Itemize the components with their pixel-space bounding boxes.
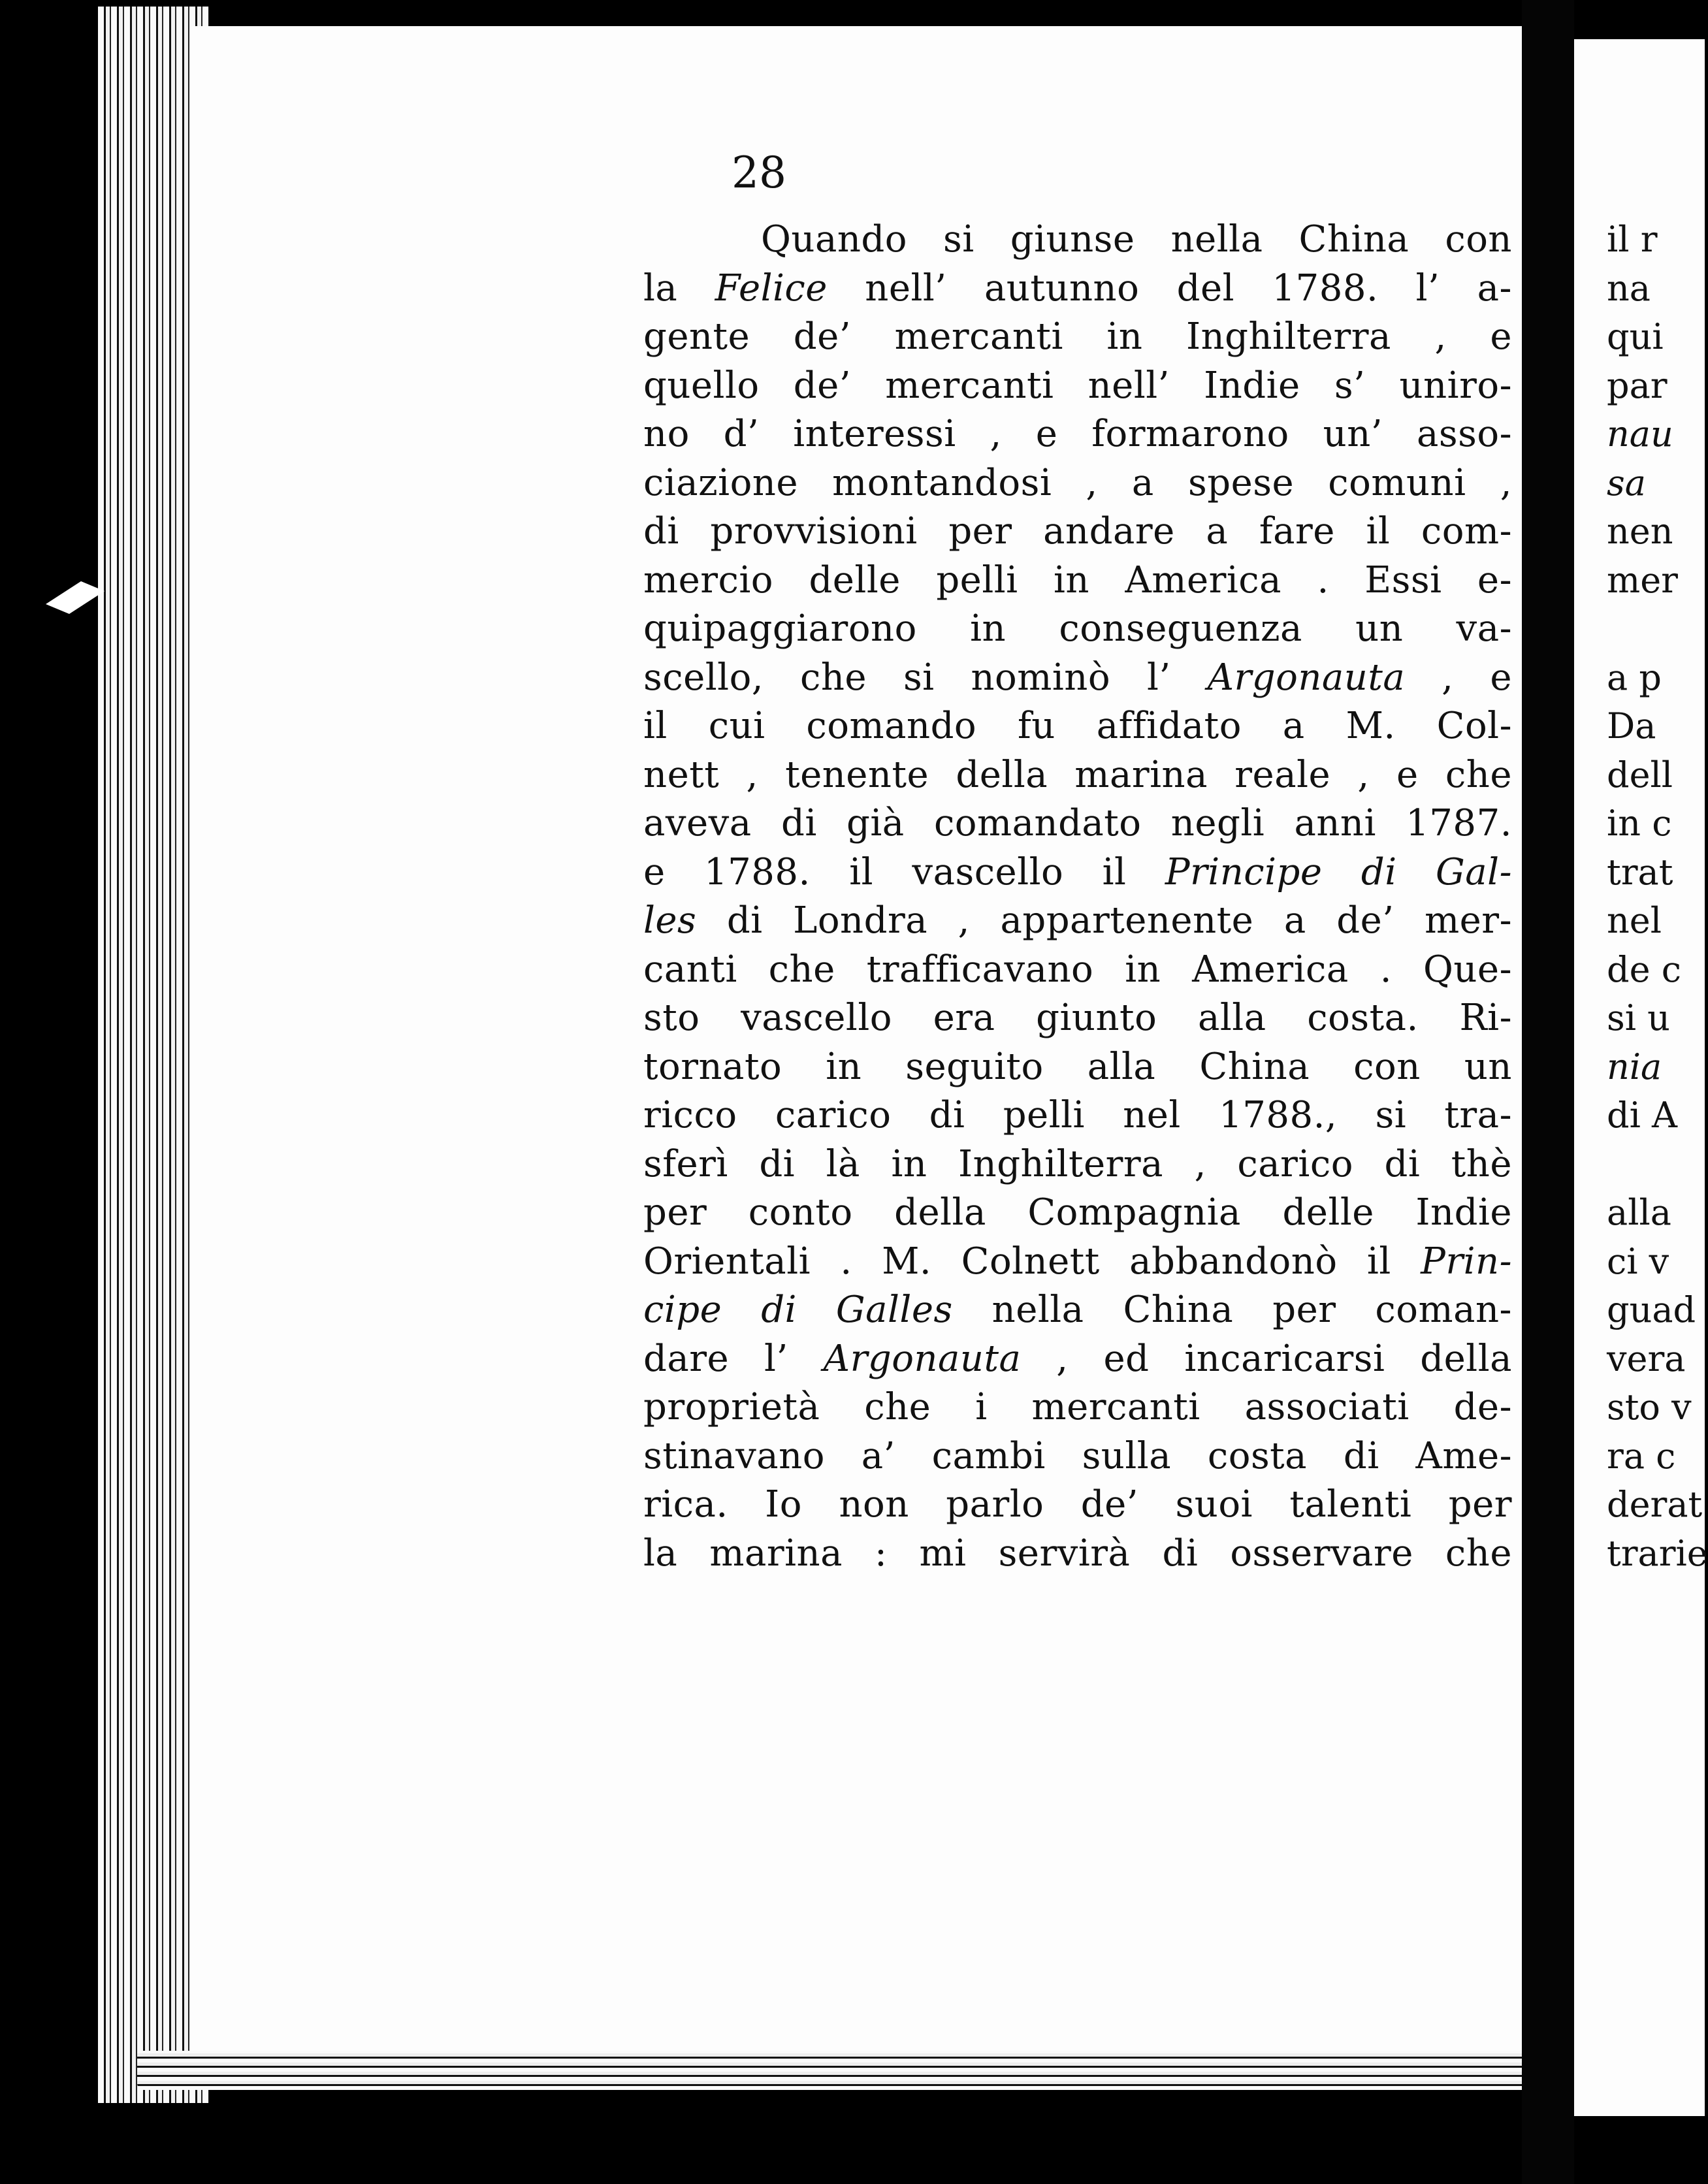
text-segment: sto vascello era giunto alla costa. Ri- [643, 997, 1512, 1039]
facing-page-line: trat [1607, 851, 1673, 893]
text-segment: no d’ interessi , e formarono un’ asso- [643, 413, 1512, 455]
facing-page-line: guad [1607, 1289, 1696, 1330]
facing-page-line: de c [1607, 948, 1681, 990]
facing-page-line: alla [1607, 1192, 1671, 1233]
text-segment: nella China per coman- [952, 1289, 1512, 1331]
facing-page-text [1607, 216, 1708, 1578]
text-segment: ciazione montandosi , a spese comuni , [643, 461, 1512, 504]
text-line [643, 1189, 1512, 1238]
text-line [643, 1530, 1512, 1579]
facing-page-line: qui [1607, 316, 1664, 357]
facing-page-line: par [1607, 364, 1668, 406]
text-line [643, 702, 1512, 751]
text-segment: nett , tenente della marina reale , e che [643, 753, 1512, 796]
text-line [643, 313, 1512, 362]
text-segment: aveva di già comandato negli anni 1787. [643, 802, 1512, 844]
text-segment: ricco carico di pelli nel 1788., si tra- [643, 1094, 1512, 1136]
italic-text: Argonauta [1207, 656, 1406, 699]
text-segment: tornato in seguito alla China con un [643, 1045, 1512, 1088]
text-segment: di Londra , appartenente a de’ mer- [696, 899, 1512, 942]
text-line [643, 605, 1512, 654]
text-segment: la marina : mi servirà di osservare che [643, 1532, 1512, 1575]
facing-page-line: nia [1607, 1046, 1662, 1087]
text-line [643, 1091, 1512, 1140]
text-segment: Quando si giunse nella China con [761, 218, 1512, 261]
facing-page-line: nen [1607, 511, 1673, 552]
text-line [643, 654, 1512, 703]
text-line [643, 1335, 1512, 1384]
text-line [643, 1481, 1512, 1530]
body-text [643, 216, 1512, 1578]
text-line [643, 216, 1512, 265]
italic-text: Prin- [1421, 1240, 1512, 1283]
text-line [643, 848, 1512, 897]
facing-page-line: ra c [1607, 1435, 1676, 1477]
text-segment: canti che trafficavano in America . Que- [643, 948, 1512, 991]
facing-page-line: nau [1607, 413, 1673, 455]
text-segment: quipaggiarono in conseguenza un va- [643, 607, 1512, 650]
text-segment: e 1788. il vascello il [643, 850, 1165, 893]
text-line [643, 362, 1512, 411]
text-line [643, 1140, 1512, 1189]
italic-text: cipe di Galles [643, 1289, 953, 1331]
facing-page-line: nel [1607, 900, 1662, 941]
italic-text: Principe di Gal- [1165, 850, 1512, 893]
page-number: 28 [732, 148, 786, 198]
facing-page-line: sto v [1607, 1387, 1692, 1428]
text-line [643, 799, 1512, 848]
italic-text: Felice [715, 266, 828, 310]
text-segment: il cui comando fu affidato a M. Col- [643, 705, 1512, 747]
text-line [643, 410, 1512, 459]
facing-page-line: mer [1607, 559, 1678, 601]
text-segment: dare l’ [643, 1337, 824, 1380]
facing-page-line: Da [1607, 705, 1656, 747]
text-segment: sferì di là in Inghilterra , carico di thè [643, 1142, 1512, 1185]
facing-page-line: a p [1607, 656, 1662, 698]
text-segment: proprietà che i mercanti associati de- [643, 1386, 1512, 1428]
text-segment: nell’ autunno del 1788. l’ a- [827, 266, 1512, 310]
text-line [643, 265, 1512, 313]
text-segment: per conto della Compagnia delle Indie [643, 1191, 1512, 1234]
text-line [643, 1238, 1512, 1287]
italic-text: Argonauta [823, 1337, 1022, 1380]
text-line [643, 751, 1512, 800]
text-line [643, 1286, 1512, 1335]
text-segment: stinavano a’ cambi sulla costa di Ame- [643, 1434, 1512, 1477]
facing-page-line: sa [1607, 462, 1646, 504]
text-line [643, 1383, 1512, 1432]
text-segment: mercio delle pelli in America . Essi e- [643, 558, 1512, 602]
text-line [643, 1432, 1512, 1481]
facing-page-line: si u [1607, 997, 1670, 1038]
text-line [643, 994, 1512, 1043]
facing-page-line: trarie [1607, 1532, 1708, 1574]
text-segment: di provvisioni per andare a fare il com- [643, 510, 1512, 553]
facing-page-line: vera [1607, 1338, 1686, 1379]
text-line [643, 459, 1512, 508]
text-line [643, 507, 1512, 556]
italic-text: les [643, 899, 697, 942]
facing-page-line: na [1607, 267, 1651, 309]
facing-page-line: dell [1607, 754, 1673, 795]
page-bottom-edges [137, 2051, 1541, 2090]
facing-page-line: derat [1607, 1484, 1703, 1525]
paper-fleck [46, 581, 105, 614]
text-segment: gente de’ mercanti in Inghilterra , e [643, 315, 1512, 358]
facing-page-line: di A [1607, 1095, 1677, 1136]
text-line [643, 946, 1512, 995]
text-segment: la [643, 266, 715, 310]
text-segment: , ed incaricarsi della [1021, 1337, 1512, 1380]
text-segment: scello, che si nominò l’ [643, 656, 1208, 699]
text-segment: rica. Io non parlo de’ suoi talenti per [643, 1483, 1512, 1526]
text-line [643, 1043, 1512, 1092]
book-gutter [1522, 0, 1574, 2184]
text-line [643, 897, 1512, 946]
text-line [643, 556, 1512, 605]
facing-page-line [1607, 1140, 1705, 1189]
facing-page-line: il r [1607, 219, 1658, 260]
text-segment: , e [1405, 656, 1513, 699]
facing-page-line: in c [1607, 803, 1672, 844]
text-segment: Orientali . M. Colnett abbandonò il [643, 1240, 1421, 1283]
facing-page-line [1607, 605, 1705, 654]
facing-page-line: ci v [1607, 1240, 1669, 1282]
text-segment: quello de’ mercanti nell’ Indie s’ uniro- [643, 364, 1512, 407]
